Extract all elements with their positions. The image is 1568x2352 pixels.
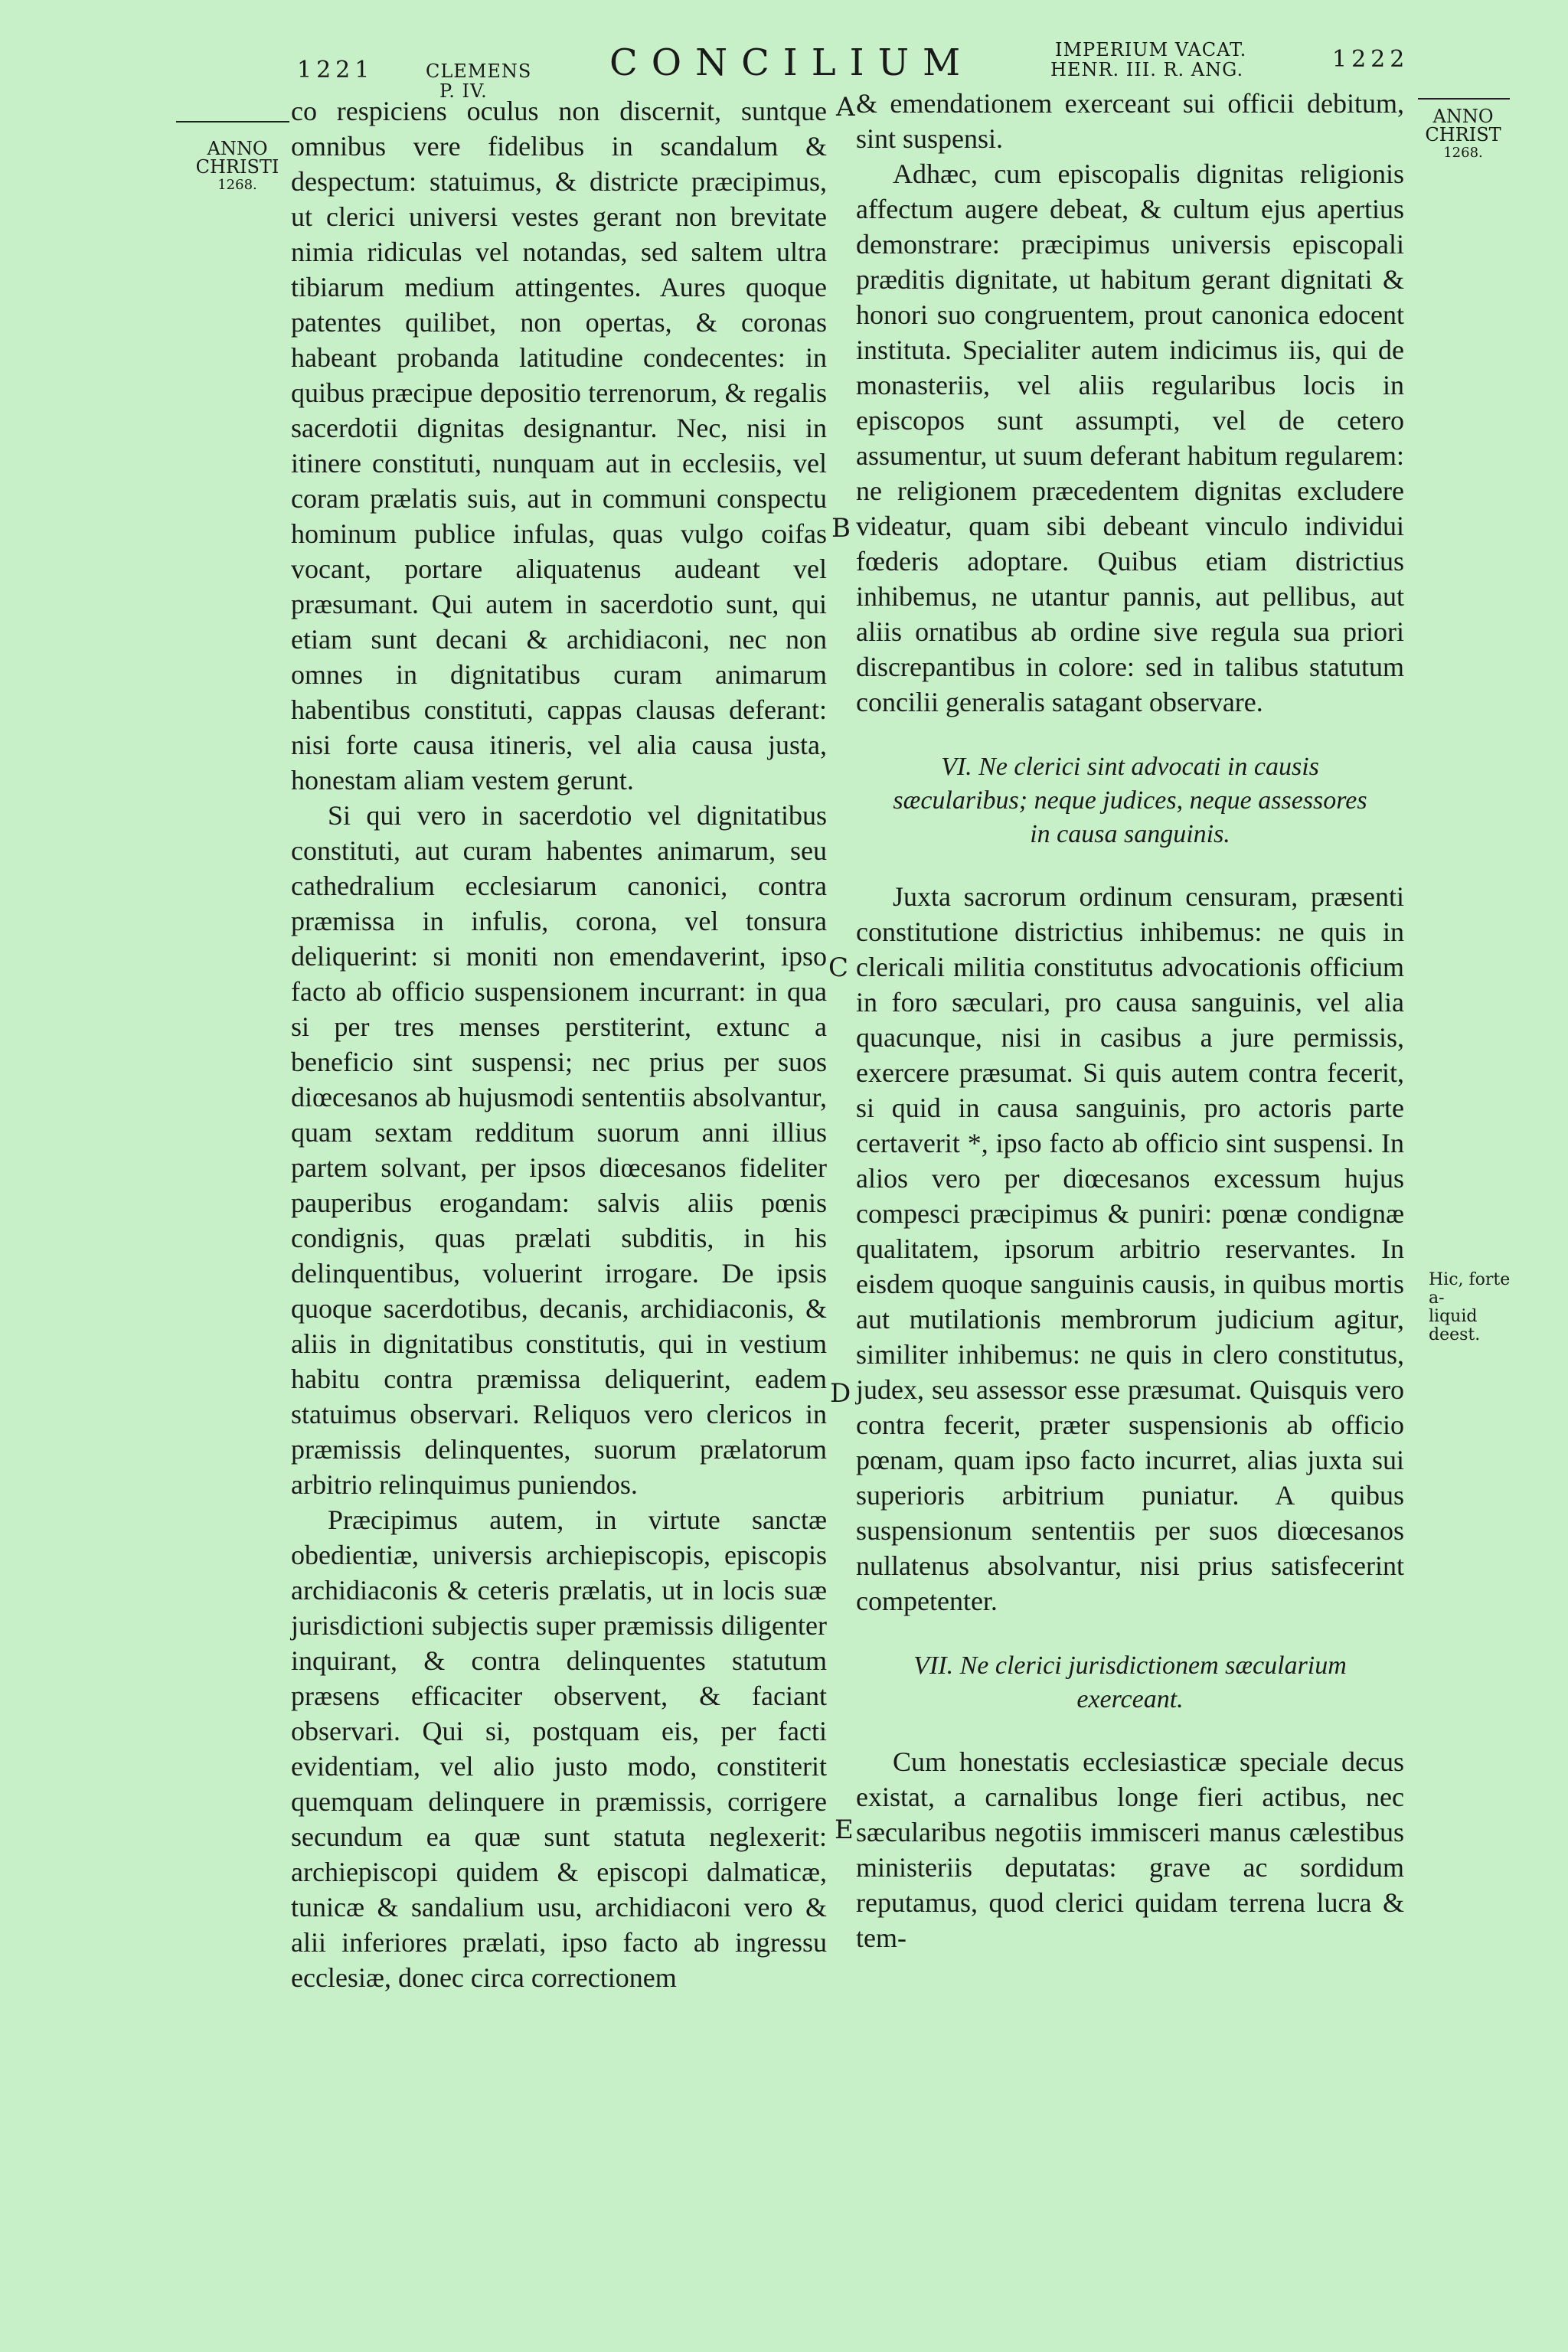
section-heading-vii: VII. Ne clerici jurisdictionem sæcularium exerceant. [913, 1651, 1347, 1713]
right-running-head-bottom: HENR. III. R. ANG. [1050, 59, 1244, 80]
section-letter: D [830, 1378, 851, 1409]
section-letter: C [828, 952, 849, 983]
left-running-head-top: CLEMENS [426, 60, 532, 82]
right-anno-note [1421, 107, 1505, 162]
section-heading-vi: VI. Ne clerici sint advocati in causis sæcularibus; neque judices, neque assessores in causa sanguinis. [893, 753, 1367, 848]
body-paragraph: Præcipimus autem, in virtute sanctæ obedientiæ, universis archiepiscopis, episcopis archidiaconis & ceteris prælatis, ut in locis suæ jurisdictioni subjectis super præmissis diligenter inquirant, & contra delinquentes statutum præsens efficaciter observent, & faciant observari. Qui si, postquam eis, per facti evidentiam, vel alio justo modo, constiterit quemquam delinquere in præmissis, corrigere secundum ea quæ sunt statuta neglexerit: archiepiscopi quidem & episcopi dalmaticæ, tunicæ & sandalium usu, archidiaconi vero & alii inferiores prælati, ipso facto ab ingressu ecclesiæ, donec circa correctionem [291, 1504, 827, 1993]
right-margin-rule [1418, 98, 1510, 100]
right-column [856, 86, 1404, 1955]
section-letter: A [836, 92, 855, 122]
left-anno-line: ANNO [207, 138, 268, 159]
section-letter: B [831, 513, 851, 544]
body-paragraph: Juxta sacrorum ordinum censuram, præsenti constitutione districtius inhibemus: ne quis in clericali militia constitutus advocationis officium in foro sæculari, pro causa sanguinis, vel alia quacunque, nisi in casibus a jure permissis, exercere præsumat. Si quis autem contra fecerit, si quid in causa sanguinis, pro actoris parte certaverit *, ipso facto ab officio sint suspensi. In alios vero per diœcesanos excessum hujus compesci præcipimus & puniri: pœnæ condignæ qualitatem, ipsorum arbitrio reservantes. In eisdem quoque sanguinis causis, in quibus mortis aut mutilationis membrorum judicium agitur, similiter inhibemus: ne quis in clero constitutus, judex, seu assessor esse præsumat. Quisquis vero contra fecerit, præter suspensionis ab officio pœnam, quam ipso facto incurret, alias juxta sui superioris arbitrium puniatur. A quibus suspensionum sententiis per suos diœcesanos nullatenus absolvantur, nisi prius satisfecerint competenter. [856, 881, 1404, 1616]
right-anno-line: CHRIST [1425, 124, 1501, 145]
page-title: CONCILIUM [609, 41, 975, 84]
right-anno-line: ANNO [1432, 106, 1494, 127]
left-anno-line: CHRISTI [195, 156, 279, 178]
body-paragraph: Cum honestatis ecclesiasticæ speciale decus existat, a carnalibus longe fieri actibus, nec sæcularibus negotiis immisceri manus cælestibus ministeriis deputatas: grave ac sordidum reputamus, quod clerici quidam terrena lucra & tem- [856, 1746, 1404, 1953]
annotation-line: liquid deest. [1429, 1307, 1481, 1344]
body-paragraph: & emendationem exerceant sui officii debitum, sint suspensi. [856, 88, 1404, 154]
left-anno-line: 1268. [217, 177, 257, 193]
left-column [291, 93, 827, 1995]
right-margin-annotation [1429, 1271, 1521, 1344]
left-margin-rule [176, 121, 289, 122]
right-anno-line: 1268. [1443, 145, 1483, 161]
annotation-line: Hic, forte a- [1429, 1270, 1511, 1308]
left-page-number: 1221 [297, 57, 374, 83]
right-page-number: 1222 [1332, 46, 1410, 73]
left-running-head-bottom: P. IV. [439, 80, 488, 102]
body-paragraph: Adhæc, cum episcopalis dignitas religionis affectum augere debeat, & cultum ejus apertius demonstrare: præcipimus universis episcopali præditis dignitate, ut habitum gerant dignitati & honori suo congruentem, prout canonica edocent instituta. Specialiter autem indicimus iis, qui de monasteriis, vel aliis regularibus locis in episcopos sunt assumpti, vel de cetero assumentur, ut suum deferant habitum regularem: ne religionem præcedentem dignitas excludere videatur, quam sibi debeant vinculo individui fœderis adoptare. Quibus etiam districtius inhibemus, ne utantur pannis, aut pellibus, aut aliis ornatibus ab ordine sive regula sua priori discrepantibus in colore: sed in talibus statutum concilii generalis satagant observare. [856, 158, 1404, 717]
left-anno-note [191, 139, 283, 194]
body-paragraph: co respiciens oculus non discernit, suntque omnibus vere fidelibus in scandalum & despectum: statuimus, & districte præcipimus, ut clerici universi vestes gerant non brevitate nimia ridiculas vel notandas, sed saltem ultra tibiarum medium attingentes. Aures quoque patentes quilibet, non opertas, & coronas habeant probanda latitudine condecentes: in quibus præcipue depositio terrenorum, & regalis sacerdotii dignitas designantur. Nec, nisi in itinere constituti, nunquam aut in ecclesiis, vel coram prælatis suis, aut in communi conspectu hominum publice infulas, quas vulgo coifas vocant, portare aliquatenus audeant vel præsumant. Qui autem in sacerdotio sunt, qui etiam sunt decani & archidiaconi, nec non omnes in dignitatibus curam animarum habentibus constituti, cappas clausas deferant: nisi forte causa itineris, vel alia causa justa, honestam aliam vestem gerunt. [291, 96, 827, 795]
right-running-head-top: IMPERIUM VACAT. [1055, 39, 1247, 60]
section-letter: E [835, 1815, 854, 1845]
body-paragraph: Si qui vero in sacerdotio vel dignitatibus constituti, aut curam habentes animarum, seu cathedralium ecclesiarum canonici, contra præmissa in infulis, corona, vel tonsura deliquerint: si moniti non emendaverint, ipso facto ab officio suspensionem incurrant: in qua si per tres menses perstiterint, extunc a beneficio sint suspensi; nec prius per suos diœcesanos ab hujusmodi sententiis absolvantur, quam sextam redditum suorum anni illius partem solvant, per ipsos diœcesanos fideliter pauperibus erogandam: salvis aliis pœnis condignis, quas prælati subditis, in his delinquentibus, voluerint irrogare. De ipsis quoque sacerdotibus, decanis, archidiaconis, & aliis in dignitatibus constitutis, qui in vestium habitu contra præmissa deliquerint, eadem statuimus observari. Reliquos vero clericos in præmissis delinquentes, suorum prælatorum arbitrio relinquimus puniendos. [291, 800, 827, 1500]
